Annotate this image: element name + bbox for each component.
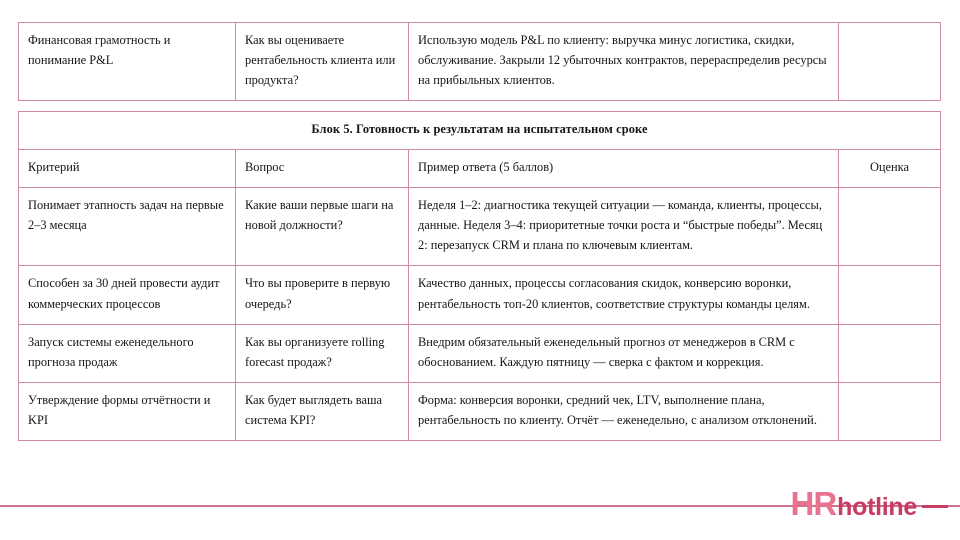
cell-answer: Внедрим обязательный еженедельный прогноз от менеджеров в CRM с обоснованием. Каждую пятницу — сверка с фактом и коррекция. (409, 324, 839, 382)
cell-answer: Неделя 1–2: диагностика текущей ситуации — команда, клиенты, процессы, данные. Неделя 3–4: приоритетные точки роста и “быстрые победы”. Месяц 2: перезапуск CRM и плана по ключевым клиентам. (409, 188, 839, 266)
block-5-table (18, 111, 941, 441)
block-title-row (19, 112, 941, 150)
header-answer: Пример ответа (5 баллов) (409, 150, 839, 188)
table-row (19, 324, 941, 382)
cell-answer: Качество данных, процессы согласования скидок, конверсию воронки, рентабельность топ-20 клиентов, соответствие структуры команды целям. (409, 266, 839, 324)
cell-score (839, 23, 941, 101)
continued-table (18, 22, 941, 101)
cell-question: Как будет выглядеть ваша система KPI? (236, 382, 409, 440)
cell-criterion: Утверждение формы отчётности и KPI (19, 382, 236, 440)
logo-hr-text: HR (790, 485, 837, 522)
header-question: Вопрос (236, 150, 409, 188)
header-criterion: Критерий (19, 150, 236, 188)
logo-dash (922, 505, 948, 508)
table-row (19, 266, 941, 324)
cell-question: Как вы оцениваете рентабельность клиента или продукта? (236, 23, 409, 101)
column-header-row (19, 150, 941, 188)
cell-score (839, 324, 941, 382)
block-title: Блок 5. Готовность к результатам на испытательном сроке (19, 112, 941, 150)
cell-question: Что вы проверите в первую очередь? (236, 266, 409, 324)
header-score: Оценка (839, 150, 941, 188)
table-row (19, 382, 941, 440)
cell-answer: Использую модель P&L по клиенту: выручка минус логистика, скидки, обслуживание. Закрыли 12 убыточных контрактов, перераспределив ресурсы на прибыльных клиентов. (409, 23, 839, 101)
cell-score (839, 266, 941, 324)
table-row (19, 188, 941, 266)
cell-criterion: Способен за 30 дней провести аудит коммерческих процессов (19, 266, 236, 324)
cell-score (839, 382, 941, 440)
table-row (19, 23, 941, 101)
logo-hotline-text: hotline (837, 493, 917, 521)
cell-answer: Форма: конверсия воронки, средний чек, LTV, выполнение плана, рентабельность по клиенту. Отчёт — еженедельно, с анализом отклонений. (409, 382, 839, 440)
hrhotline-logo (790, 487, 948, 520)
cell-question: Как вы организуете rolling forecast продаж? (236, 324, 409, 382)
cell-criterion: Финансовая грамотность и понимание P&L (19, 23, 236, 101)
cell-criterion: Запуск системы еженедельного прогноза продаж (19, 324, 236, 382)
cell-criterion: Понимает этапность задач на первые 2–3 месяца (19, 188, 236, 266)
cell-question: Какие ваши первые шаги на новой должности? (236, 188, 409, 266)
cell-score (839, 188, 941, 266)
